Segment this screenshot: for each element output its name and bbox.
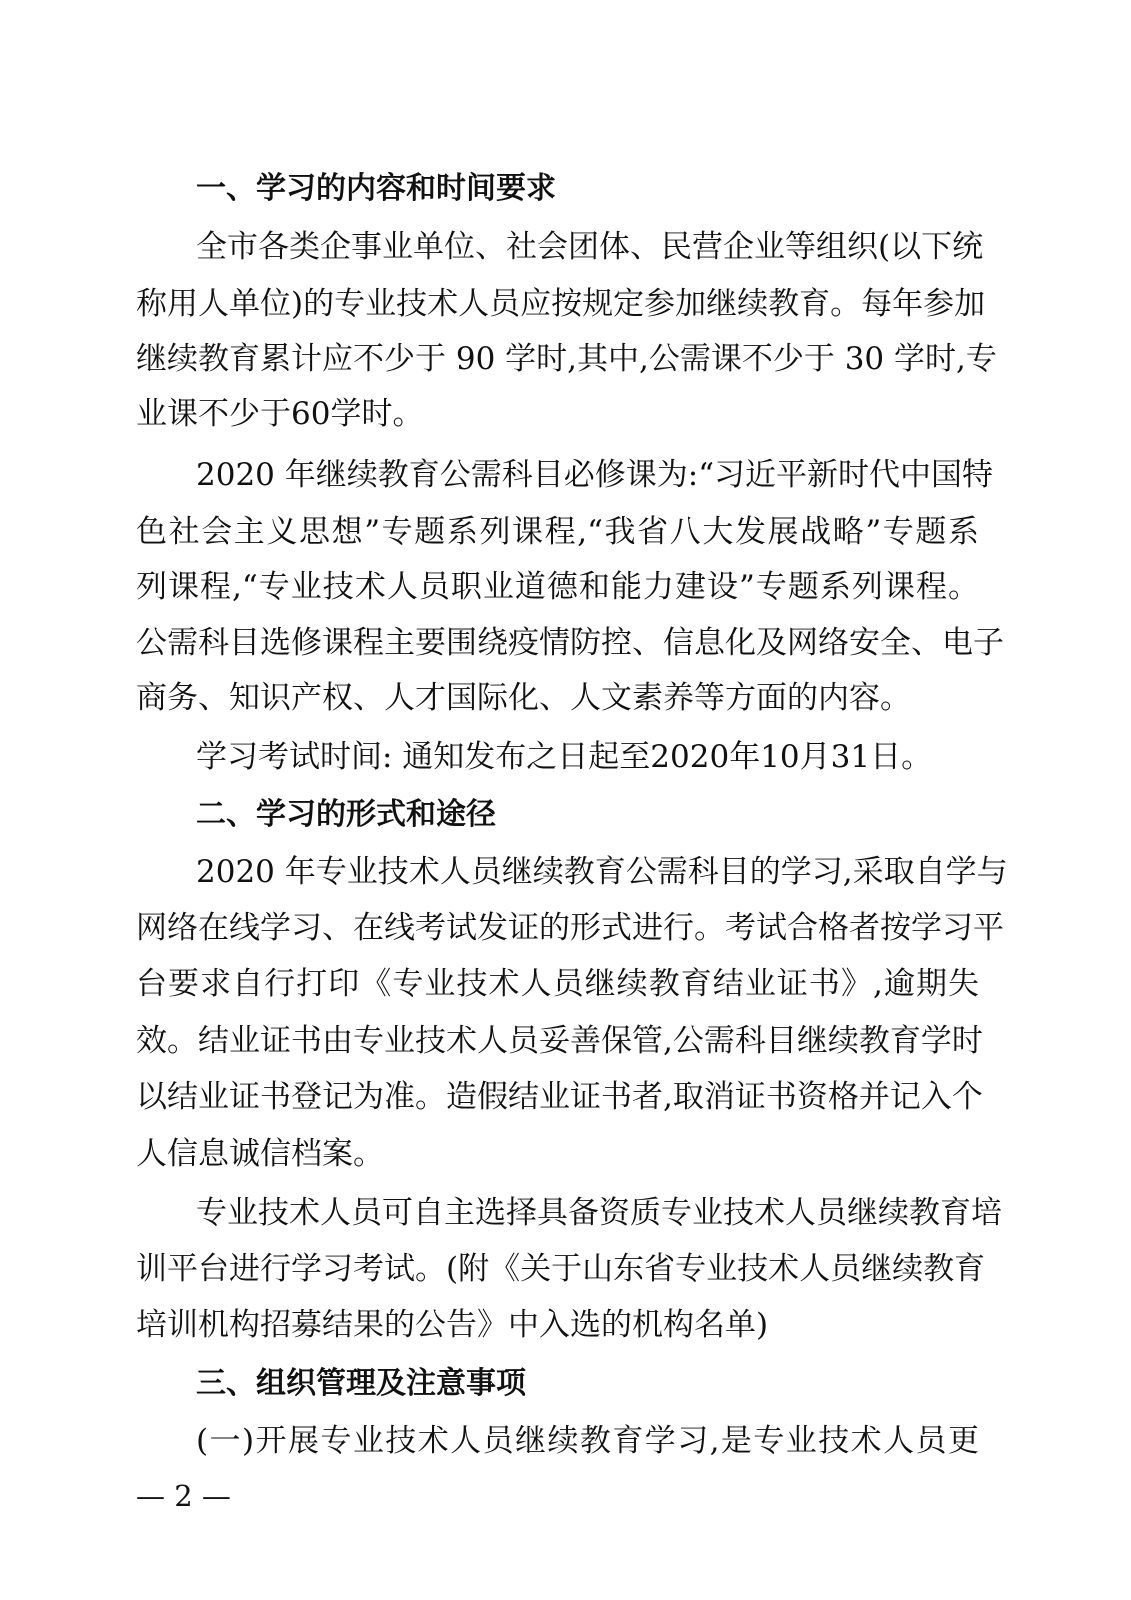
section-heading-3: 三、组织管理及注意事项 <box>196 1366 526 1401</box>
paragraph-line: 列课程,“专业技术人员职业道德和能力建设”专题系列课程。 <box>136 569 979 605</box>
paragraph-line: 人信息诚信档案。 <box>136 1136 384 1172</box>
paragraph-line: 2020 年继续教育公需科目必修课为:“习近平新时代中国特 <box>196 457 994 493</box>
exam-time-line: 学习考试时间: 通知发布之日起至2020年10月31日。 <box>196 739 933 775</box>
paragraph-line: 继续教育累计应不少于 90 学时,其中,公需课不少于 30 学时,专 <box>136 341 997 377</box>
section-heading-2: 二、学习的形式和途径 <box>196 797 496 832</box>
paragraph-line: 效。结业证书由专业技术人员妥善保管,公需科目继续教育学时 <box>136 1023 983 1059</box>
paragraph-line: 训平台进行学习考试。(附《关于山东省专业技术人员继续教育 <box>136 1251 986 1287</box>
paragraph-line: 台要求自行打印《专业技术人员继续教育结业证书》,逾期失 <box>136 966 979 1002</box>
paragraph-line: 全市各类企事业单位、社会团体、民营企业等组织(以下统 <box>196 229 984 265</box>
paragraph-line: 网络在线学习、在线考试发证的形式进行。考试合格者按学习平 <box>136 910 1004 946</box>
paragraph-line: 以结业证书登记为准。造假结业证书者,取消证书资格并记入个 <box>136 1079 983 1115</box>
paragraph-line: 公需科目选修课程主要围绕疫情防控、信息化及网络安全、电子 <box>136 625 1004 661</box>
paragraph-line: 业课不少于60学时。 <box>136 396 424 432</box>
paragraph-line: 培训机构招募结果的公告》中入选的机构名单) <box>136 1307 769 1343</box>
paragraph-line: 称用人单位)的专业技术人员应按规定参加继续教育。每年参加 <box>136 286 986 322</box>
paragraph-line: (一)开展专业技术人员继续教育学习,是专业技术人员更 <box>196 1423 979 1459</box>
paragraph-line: 2020 年专业技术人员继续教育公需科目的学习,采取自学与 <box>196 854 1008 890</box>
page-number: — 2 — <box>136 1479 231 1513</box>
paragraph-line: 商务、知识产权、人才国际化、人文素养等方面的内容。 <box>136 680 911 716</box>
section-heading-1: 一、学习的内容和时间要求 <box>196 171 556 206</box>
paragraph-line: 专业技术人员可自主选择具备资质专业技术人员继续教育培 <box>196 1195 1002 1231</box>
paragraph-line: 色社会主义思想”专题系列课程,“我省八大发展战略”专题系 <box>136 514 979 550</box>
